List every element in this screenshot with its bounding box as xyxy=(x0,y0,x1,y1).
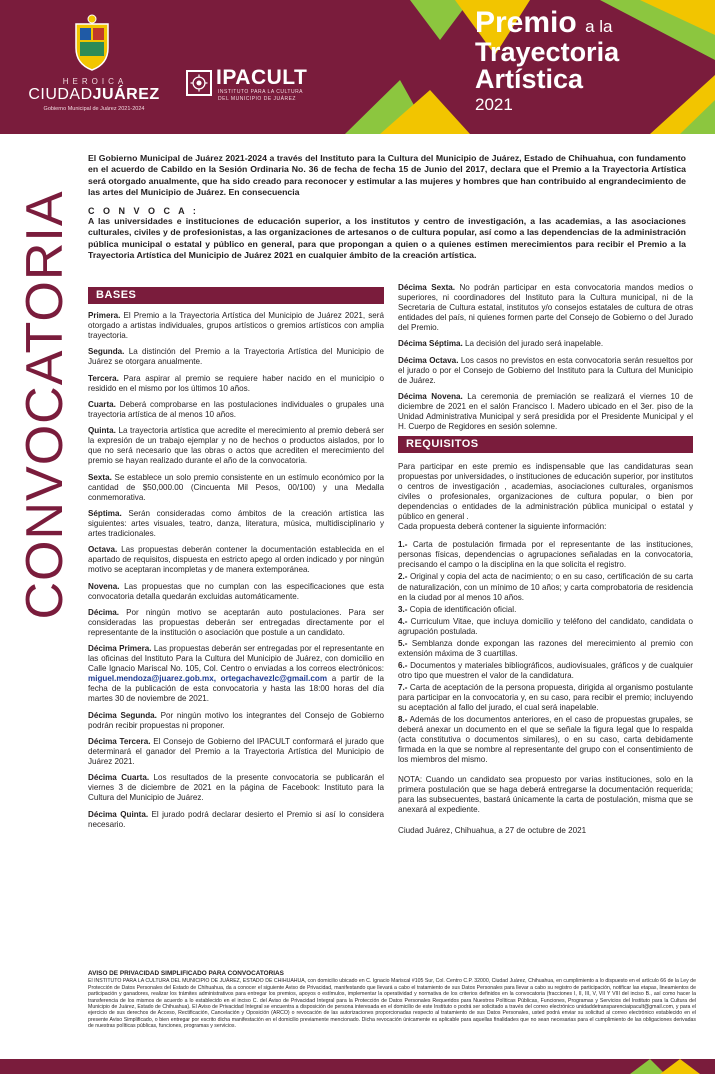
requisito-item: 2.- Original y copia del acta de nacimiento; o en su caso, certificación de su carta de naturalización, con un mínimo de 10 años; y carta comprobatoria de residencia en la ciudad por al menos 10 años. xyxy=(398,572,693,602)
award-title-artistica: Artística xyxy=(475,64,584,94)
ipacult-subtitle-2: DEL MUNICIPIO DE JUÁREZ xyxy=(218,96,296,102)
requisito-item: 7.- Carta de aceptación de la persona propuesta, dirigida al organismo postulante para participar en la convocatoria y, en su caso, para recibir el premio; incluyendo su aceptación al fallo del jurado, el cual será inapelable. xyxy=(398,682,693,713)
ipacult-logo-icon xyxy=(186,70,212,96)
award-title-year: 2021 xyxy=(475,95,513,114)
city-name-light: CIUDAD xyxy=(28,86,93,103)
requisito-item: 3.- Copia de identificación oficial. xyxy=(398,604,517,614)
requisito-item: 5.- Semblanza donde expongan las razones del merecimiento al premio con extensión máxima de 3 cuartillas. xyxy=(398,638,693,658)
base-item: Décima Séptima. La decisión del jurado será inapelable. xyxy=(398,339,604,349)
header-banner xyxy=(0,0,715,134)
footer-band xyxy=(0,1059,715,1074)
base-item: Sexta. Se establece un solo premio consistente en un estímulo económico por la cantidad de $50,000.00 (Cincuenta Mil Pesos, 00/100) y una Medalla conmemorativa. xyxy=(88,472,384,502)
ipacult-name: IPACULT xyxy=(216,66,308,89)
base-item: Décima Segunda. Por ningún motivo los integrantes del Consejo de Gobierno podrán recibir propuestas ni proponer. xyxy=(88,710,384,730)
base-item: Tercera. Para aspirar al premio se requiere haber nacido en el municipio o residido en el mismo por los últimos 10 años. xyxy=(88,373,384,393)
base-item: Séptima. Serán consideradas como ámbitos de la creación artística las siguientes: artes visuales, teatro, danza, literatura, música, multidisciplinario y artes tradicionales. xyxy=(88,508,384,538)
requisitos-intro: Para participar en este premio es indispensable que las candidaturas sean propuestas por universidades, o instituciones de educación superior, por institutos o centros de investigación , academias, asociaciones culturales, organismos civiles o profesionales, organizaciones de cultura popular, o bien por dependencias o entidades de la administración pública municipal o estatal y público en general . xyxy=(398,462,693,522)
requisito-item: 1.- Carta de postulación firmada por el representante de las instituciones, personas físicas, dependencias o agrupaciones señaladas en la convocatoria, precisando el campo o la disciplina en la que solicita el registro. xyxy=(398,540,693,570)
bases-heading: BASES xyxy=(88,287,384,304)
award-title xyxy=(475,8,619,113)
document-date: Ciudad Juárez, Chihuahua, a 27 de octubre de 2021 xyxy=(398,825,587,835)
side-title xyxy=(16,150,74,660)
base-item: Décima Tercera. El Consejo de Gobierno del IPACULT conformará el jurado que determinará el ganador del Premio a la Trayectoria Artística del Municipio de Juárez 2021. xyxy=(88,736,384,766)
city-name xyxy=(24,86,164,104)
government-label: Gobierno Municipal de Juárez 2021-2024 xyxy=(43,106,145,112)
base-item: Décima Cuarta. Los resultados de la presente convocatoria se publicarán el viernes 3 de diciembre de 2021 en la página de Facebook: Instituto para la Cultura del Municipio de Juárez. xyxy=(88,773,384,803)
award-title-premio: Premio xyxy=(475,6,577,39)
convoca-text-award: Premio a la Trayectoria Artística del Municipio de Juárez 2021 xyxy=(88,238,686,261)
ipacult-subtitle-1: INSTITUTO PARA LA CULTURA xyxy=(218,89,304,95)
base-item: Novena. Las propuestas que no cumplan con las especificaciones que esta convocatoria detalla quedarán excluidas automáticamente. xyxy=(88,581,384,601)
convoca-paragraph xyxy=(88,216,686,262)
convoca-label: C O N V O C A : xyxy=(88,206,199,216)
requisitos-heading: REQUISITOS xyxy=(398,436,693,453)
base-item: Décima Sexta. No podrán participar en esta convocatoria mandos medios o superiores, ni coordinadores del Instituto para la Cultura municipal, ni de la Secretaria de Cultura estatal, institutos y/o consejos estatales de cultura de otras entidades del país, ni quienes formen parte del Consejo de Gobierno o del Jurado del Premio. xyxy=(398,283,694,333)
side-title-text: CONVOCATORIA xyxy=(16,190,74,620)
base-item: Décima Primera. Las propuestas deberán ser entregadas por el representante en las oficinas del Instituto Para la Cultura del Municipio de Juárez, con domicilio en Calle Ignacio Mariscal No. 105, Col. Centro o enviadas a los correos electrónicos: miguel.mendoza@juarez.gob.mx, ortegachavezlc@gmail.com a partir de la fecha de la publicación de esta convocatoria y hasta las 18:00 horas del día martes 30 de noviembre de 2021. xyxy=(88,644,385,704)
requisito-item: 6.- Documentos y materiales bibliográficos, audiovisuales, gráficos y de cualquier otro tipo que muestren el valor de la candidatura. xyxy=(398,660,693,680)
city-crest-icon xyxy=(68,14,116,72)
privacy-notice xyxy=(88,971,696,1030)
base-item: Décima Quinta. El jurado podrá declarar desierto el Premio si así lo considera necesario. xyxy=(88,809,385,829)
email-links[interactable]: miguel.mendoza@juarez.gob.mx, ortegachavezlc@gmail.com xyxy=(88,674,328,684)
bases-column-left xyxy=(88,311,384,836)
base-item: Quinta. La trayectoria artística que acredite el merecimiento al premio deberá ser la expresión de un trabajo ejemplar y no de hechos o productos aislados, por lo que no será necesario que las obras o actos que acrediten el merecimiento del premio se hayan realizado durante el año de la convocatoria. xyxy=(88,426,384,466)
convoca-text-start: A las universidades e instituciones de educación superior, a los institutos y centro de investigación, a las academias, a las asociaciones culturales, civiles y de profesionistas, a las organizaciones de artesanos o de cultura popular, así como a las dependencias de la administración pública municipal o estatal y público en general, para que propongan a quien o a quienes estimen merecimientos para recibir el xyxy=(88,216,686,249)
requisito-item: 8.- Además de los documentos anteriores, en el caso de propuestas grupales, se deberá anexar un documento en el que se señale la figura legal que lo respalda (acta constitutiva o documentos similares), o en su caso, carta debidamente firmada en la que se nombre al representante del grupo con el consentimiento de los miembros del mismo. xyxy=(398,715,693,765)
base-item: Décima. Por ningún motivo se aceptarán auto postulaciones. Para ser consideradas las propuestas deberán ser entregadas directamente por el representante de la institución o asociación que postule a un candidato. xyxy=(88,607,384,637)
base-item: Décima Octava. Los casos no previstos en esta convocatoria serán resueltos por el jurado o por el Consejo de Gobierno del Instituto para la Cultura del Municipio de Juárez. xyxy=(398,355,693,385)
base-item: Primera. El Premio a la Trayectoria Artística del Municipio de Juárez 2021, será otorgado a artistas individuales, grupos artísticos o gremios artísticos con amplia trayectoria. xyxy=(88,311,384,341)
base-item: Cuarta. Deberá comprobarse en las postulaciones individuales o grupales una trayectoria artística de al menos 10 años. xyxy=(88,399,384,419)
award-title-trayectoria: Trayectoria xyxy=(475,37,620,67)
bases-column-right xyxy=(398,283,693,438)
base-item: Décima Novena. La ceremonia de premiación se realizará el viernes 10 de diciembre de 2021 en el salón Francisco I. Madero ubicado en el 3er. piso de la Unidad Administrativa Municipal y será presidida por el Presidente Municipal y el H. Cuerpo de Regidores en sesión solemne. xyxy=(398,391,694,432)
city-name-bold: JUÁREZ xyxy=(92,86,160,103)
requisitos-note: NOTA: Cuando un candidato sea propuesto por varias instituciones, solo en la primera postulación que se haga deberá entregarse la documentación requerida; para las subsecuentes, bastará únicamente la carta de postulación, misma que se anexará al expediente. xyxy=(398,775,693,815)
intro-paragraph: El Gobierno Municipal de Juárez 2021-2024 a través del Instituto para la Cultura del Municipio de Juárez, Estado de Chihuahua, con fundamento en el acuerdo de Cabildo en la Sesión Ordinaria No. 36 de fecha de fecha 15 de Junio del 2017, declara que el Premio a la Trayectoria Artística será otorgado anualmente, que ha sido creado para reconocer y estimular a las mujeres y hombres que han contribuido al engrandecimiento de las artes del Municipio de Juárez. En consecuencia xyxy=(88,153,686,198)
requisitos-column xyxy=(398,462,693,842)
privacy-title: AVISO DE PRIVACIDAD SIMPLIFICADO PARA CONVOCATORIAS xyxy=(88,970,284,977)
award-title-a-la: a la xyxy=(585,17,613,36)
requisito-item: 4.- Curriculum Vitae, que incluya domicilio y teléfono del candidato, candidata o agrupación postulada. xyxy=(398,616,693,636)
privacy-text: El INSTITUTO PARA LA CULTURA DEL MUNICIPIO DE JUÁREZ, ESTADO DE CHIHUAHUA, con domicilio ubicado en C. Ignacio Mariscal #105 Sur, Col. Centro C.P. 32000, Ciudad Juárez, Chihuahua, en cumplimiento a lo dispuesto en el artículo 66 de la Ley de Protección de Datos Personales del Estado de Chihuahua, da a conocer el siguiente Aviso de Privacidad, manifestando que llevará a cabo el tratamiento de sus Datos Personales para llevar a cabo su registro de participación, notificar las etapas, lineamientos de participación y ganadores, realizar los trámites administrativos para entregar los premios, apoyos o estímulos, implementar la operatividad y normativa de los criterios definidos en la convocatoria (fracciones I, II, III, V, VII Y VIII del inciso B., así como hacer la transferencia de los mismos de acuerdo a lo establecido en el inciso C. del Aviso de Privacidad Integral para la Protección de Datos Personales Requeridos para Nuestros Políticas Públicas, Funciones, Programas y Servicios del Instituto para la Cultura del Municipio de Juárez, Estado de Chihuahua). El Aviso de Privacidad Integral se encuentra a disposición de persona interesada en el domicilio de este Instituto o podrá ser solicitado a través del correo electrónico unidaddetransparenciaipacult@gmail.com, y para el ejercicio de sus derechos de Acceso, Rectificación, Cancelación y Oposición (ARCO) o revocación de las autorizaciones proporcionadas respecto al tratamiento de sus Datos Personales, usted podrá enviar su solicitud al correo electrónico establecido en el presente Aviso Simplificado, o bien entregar por escrito dicha manifestación en el domicilio previamente mencionado. Dicha revocación únicamente es aplicable para aquellas finalidades que no sean necesarias para el cumplimiento de las obligaciones derivadas de nuestras políticas públicas, funciones, programas y servicios. xyxy=(88,978,696,1030)
requisitos-intro-2: Cada propuesta deberá contener la siguiente información: xyxy=(398,522,607,532)
base-item: Segunda. La distinción del Premio a la Trayectoria Artística del Municipio de Juárez se otorgara anualmente. xyxy=(88,347,384,367)
convoca-text-end: en cualquier ámbito de la creación artística. xyxy=(293,250,477,261)
base-item: Octava. Las propuestas deberán contener la documentación establecida en el apartado de requisitos, dispuesta en estricto apego al orden indicado y por ningún motivo se aceptaran incompletas y de manera extemporánea. xyxy=(88,545,384,575)
heroica-label: HEROICA xyxy=(62,77,128,86)
footer-decor-triangles xyxy=(0,1059,715,1074)
